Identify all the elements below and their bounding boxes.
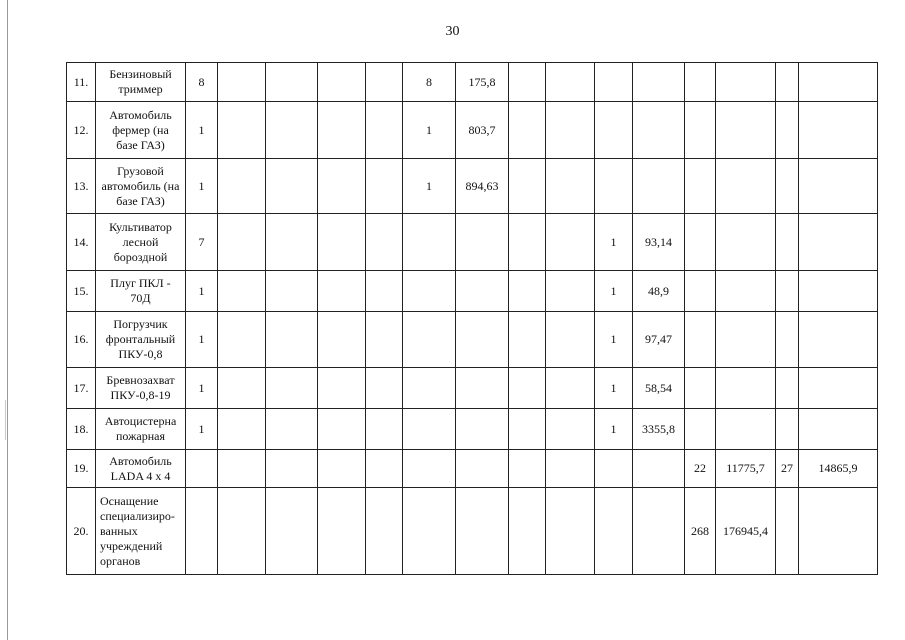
value-cell: [595, 159, 633, 214]
value-cell: [366, 214, 403, 271]
value-cell: 1: [595, 214, 633, 271]
value-cell: [716, 271, 776, 312]
value-cell: [266, 450, 318, 488]
value-cell: [218, 63, 266, 102]
value-cell: [633, 102, 685, 159]
table-row: [67, 409, 878, 450]
quantity-cell: 1: [186, 368, 218, 409]
value-cell: [776, 63, 799, 102]
value-cell: [685, 312, 716, 368]
value-cell: [546, 368, 595, 409]
page-number: 30: [445, 24, 460, 39]
value-cell: [685, 102, 716, 159]
value-cell: 176945,4: [716, 488, 776, 575]
value-cell: [456, 271, 509, 312]
value-cell: [799, 102, 878, 159]
item-name-line: Плуг ПКЛ -: [110, 276, 171, 290]
value-cell: [456, 450, 509, 488]
value-cell: [266, 488, 318, 575]
value-cell: 97,47: [633, 312, 685, 368]
value-cell: [595, 450, 633, 488]
value-cell: [716, 63, 776, 102]
item-name-line: 70Д: [130, 291, 151, 305]
value-cell: [716, 368, 776, 409]
value-cell: 1: [595, 271, 633, 312]
item-name-line: ПКУ-0,8-19: [110, 388, 171, 402]
row-number: 17.: [67, 368, 96, 409]
quantity-cell: 1: [186, 102, 218, 159]
value-cell: [776, 214, 799, 271]
item-name: [96, 488, 186, 575]
value-cell: [456, 488, 509, 575]
value-cell: [685, 368, 716, 409]
value-cell: [218, 450, 266, 488]
value-cell: [509, 488, 546, 575]
value-cell: 8: [403, 63, 456, 102]
value-cell: [318, 368, 366, 409]
value-cell: [266, 63, 318, 102]
value-cell: 175,8: [456, 63, 509, 102]
value-cell: [509, 368, 546, 409]
table-row: [67, 450, 878, 488]
value-cell: [799, 63, 878, 102]
value-cell: [716, 409, 776, 450]
value-cell: [266, 271, 318, 312]
table-row: [67, 159, 878, 214]
value-cell: [266, 159, 318, 214]
value-cell: [685, 271, 716, 312]
value-cell: [403, 488, 456, 575]
value-cell: [595, 63, 633, 102]
value-cell: [716, 159, 776, 214]
value-cell: [366, 312, 403, 368]
item-name: [96, 159, 186, 214]
value-cell: [509, 271, 546, 312]
value-cell: [403, 409, 456, 450]
value-cell: [456, 312, 509, 368]
value-cell: [799, 488, 878, 575]
value-cell: [776, 488, 799, 575]
quantity-cell: 1: [186, 159, 218, 214]
value-cell: [633, 450, 685, 488]
value-cell: [799, 271, 878, 312]
value-cell: [685, 159, 716, 214]
value-cell: [366, 368, 403, 409]
table-row: [67, 312, 878, 368]
value-cell: [509, 312, 546, 368]
value-cell: [318, 271, 366, 312]
row-number: 12.: [67, 102, 96, 159]
value-cell: [318, 159, 366, 214]
value-cell: [318, 63, 366, 102]
value-cell: 803,7: [456, 102, 509, 159]
value-cell: [716, 214, 776, 271]
value-cell: 1: [403, 102, 456, 159]
value-cell: [546, 63, 595, 102]
value-cell: [218, 488, 266, 575]
item-name: [96, 271, 186, 312]
item-name-line: Погрузчик: [113, 317, 168, 331]
value-cell: [595, 102, 633, 159]
scan-edge-line: [7, 0, 8, 640]
value-cell: [799, 214, 878, 271]
value-cell: [218, 409, 266, 450]
value-cell: 1: [595, 368, 633, 409]
value-cell: [456, 214, 509, 271]
value-cell: [633, 488, 685, 575]
value-cell: [546, 214, 595, 271]
table-body: [67, 63, 878, 575]
value-cell: [218, 159, 266, 214]
value-cell: 268: [685, 488, 716, 575]
item-name-line: Бензиновый: [109, 67, 172, 81]
item-name-line: лесной: [122, 234, 159, 249]
value-cell: [403, 368, 456, 409]
value-cell: 22: [685, 450, 716, 488]
value-cell: [403, 450, 456, 488]
value-cell: [366, 488, 403, 575]
value-cell: [509, 63, 546, 102]
value-cell: [403, 271, 456, 312]
item-name-line: Автоцистерна: [104, 414, 177, 428]
item-name-line: ванных: [100, 523, 138, 538]
value-cell: 48,9: [633, 271, 685, 312]
value-cell: [776, 271, 799, 312]
value-cell: [799, 368, 878, 409]
item-name: [96, 63, 186, 102]
table-row: [67, 214, 878, 271]
item-name-line: базе ГАЗ): [116, 137, 165, 152]
value-cell: [366, 450, 403, 488]
item-name-line: учреждений: [100, 538, 163, 553]
row-number: 20.: [67, 488, 96, 575]
value-cell: 93,14: [633, 214, 685, 271]
value-cell: 1: [595, 312, 633, 368]
value-cell: [633, 63, 685, 102]
value-cell: [685, 409, 716, 450]
quantity-cell: 7: [186, 214, 218, 271]
table-row: [67, 488, 878, 575]
value-cell: [685, 214, 716, 271]
value-cell: [546, 409, 595, 450]
value-cell: [509, 102, 546, 159]
value-cell: [456, 409, 509, 450]
item-name-line: автомобиль (на: [101, 178, 180, 193]
item-name-line: Оснащение: [100, 493, 159, 508]
value-cell: 11775,7: [716, 450, 776, 488]
value-cell: [799, 312, 878, 368]
value-cell: [318, 102, 366, 159]
value-cell: [509, 214, 546, 271]
quantity-cell: [186, 450, 218, 488]
quantity-cell: 1: [186, 312, 218, 368]
equipment-table: [66, 62, 878, 575]
item-name: [96, 368, 186, 409]
value-cell: [776, 312, 799, 368]
value-cell: [218, 271, 266, 312]
value-cell: 58,54: [633, 368, 685, 409]
value-cell: [366, 159, 403, 214]
value-cell: [509, 159, 546, 214]
item-name: [96, 450, 186, 488]
table-row: [67, 368, 878, 409]
quantity-cell: 8: [186, 63, 218, 102]
value-cell: [366, 102, 403, 159]
value-cell: [403, 312, 456, 368]
value-cell: [776, 409, 799, 450]
value-cell: 14865,9: [799, 450, 878, 488]
row-number: 15.: [67, 271, 96, 312]
value-cell: [716, 102, 776, 159]
value-cell: [799, 159, 878, 214]
quantity-cell: [186, 488, 218, 575]
value-cell: [366, 271, 403, 312]
item-name-line: Грузовой: [117, 163, 164, 178]
row-number: 14.: [67, 214, 96, 271]
value-cell: [366, 409, 403, 450]
value-cell: [366, 63, 403, 102]
scan-edge-mark: [5, 400, 6, 440]
item-name-line: триммер: [118, 82, 163, 96]
row-number: 16.: [67, 312, 96, 368]
item-name-line: Бревнозахват: [106, 373, 175, 387]
value-cell: [799, 409, 878, 450]
item-name: [96, 214, 186, 271]
row-number: 18.: [67, 409, 96, 450]
value-cell: [266, 368, 318, 409]
value-cell: 1: [403, 159, 456, 214]
value-cell: [546, 271, 595, 312]
row-number: 11.: [67, 63, 96, 102]
quantity-cell: 1: [186, 271, 218, 312]
item-name-line: Автомобиль: [109, 107, 172, 122]
value-cell: [266, 102, 318, 159]
value-cell: [633, 159, 685, 214]
item-name-line: LADA 4 x 4: [110, 468, 171, 483]
value-cell: [266, 214, 318, 271]
value-cell: [218, 214, 266, 271]
value-cell: [318, 450, 366, 488]
value-cell: [318, 488, 366, 575]
table-row: [67, 271, 878, 312]
item-name: [96, 102, 186, 159]
value-cell: [546, 159, 595, 214]
item-name-line: Культиватор: [109, 219, 172, 234]
value-cell: [595, 488, 633, 575]
value-cell: [716, 312, 776, 368]
item-name-line: органов: [100, 553, 141, 568]
row-number: 13.: [67, 159, 96, 214]
value-cell: [546, 102, 595, 159]
item-name-line: бороздной: [113, 249, 168, 264]
value-cell: 1: [595, 409, 633, 450]
value-cell: [218, 102, 266, 159]
value-cell: [318, 409, 366, 450]
item-name-line: фронтальный: [105, 332, 176, 346]
value-cell: [776, 159, 799, 214]
value-cell: [456, 368, 509, 409]
value-cell: [403, 214, 456, 271]
value-cell: [318, 214, 366, 271]
table-row: [67, 63, 878, 102]
item-name-line: специализиро-: [100, 508, 175, 523]
item-name: [96, 409, 186, 450]
value-cell: [509, 409, 546, 450]
row-number: 19.: [67, 450, 96, 488]
value-cell: [776, 368, 799, 409]
value-cell: [776, 102, 799, 159]
value-cell: [509, 450, 546, 488]
item-name-line: базе ГАЗ): [116, 193, 165, 208]
item-name: [96, 312, 186, 368]
value-cell: [318, 312, 366, 368]
value-cell: [546, 450, 595, 488]
value-cell: [218, 368, 266, 409]
value-cell: 27: [776, 450, 799, 488]
value-cell: [685, 63, 716, 102]
value-cell: [546, 312, 595, 368]
item-name-line: фермер (на: [112, 122, 169, 137]
value-cell: [546, 488, 595, 575]
value-cell: 3355,8: [633, 409, 685, 450]
value-cell: [266, 409, 318, 450]
value-cell: [218, 312, 266, 368]
item-name-line: Автомобиль: [109, 453, 172, 468]
item-name-line: ПКУ-0,8: [118, 347, 163, 361]
table-row: [67, 102, 878, 159]
value-cell: 894,63: [456, 159, 509, 214]
item-name-line: пожарная: [115, 429, 165, 443]
quantity-cell: 1: [186, 409, 218, 450]
value-cell: [266, 312, 318, 368]
